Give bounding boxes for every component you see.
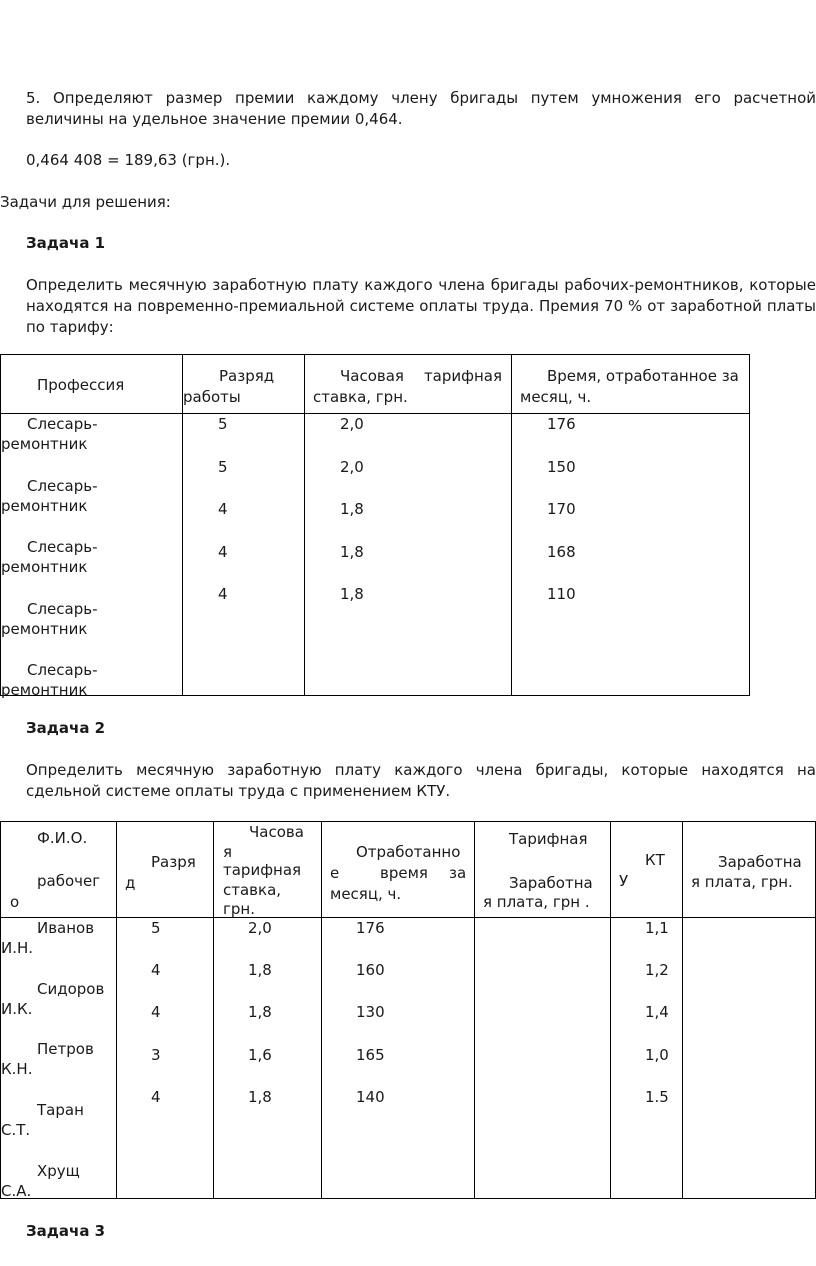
t2-header-rate: Часова я тарифная ставка, грн.	[214, 822, 322, 918]
grade-value: 4	[151, 961, 161, 980]
profession-line2: ремонтник	[1, 435, 88, 453]
step-5-text: 5. Определяют размер премии каждому члену бригады путем умножения его расчетной величины на удельное значение премии 0,464.	[26, 89, 816, 128]
profession-line2: ремонтник	[1, 496, 88, 515]
t2-header-wage: Заработна я плата, грн.	[683, 822, 816, 918]
t2-header-fio: Ф.И.О. рабочег о	[1, 822, 117, 918]
rate-value: 1,8	[248, 1087, 272, 1106]
hours-value: 165	[356, 1045, 385, 1064]
profession-line1: Слесарь-	[27, 415, 98, 433]
rate-value: 1,6	[248, 1045, 272, 1064]
grade-value: 5	[218, 415, 228, 433]
t1-header-time: Время, отработанное за месяц, ч.	[512, 355, 750, 414]
ktu-value: 1.5	[645, 1087, 669, 1106]
grade-value: 5	[218, 457, 228, 476]
worker-name-line1: Иванов	[37, 919, 95, 937]
task2-text: Определить месячную заработную плату каждого члена бригады, которые находятся на сдельной системе оплаты труда с применением КТУ.	[26, 761, 816, 800]
hours-value: 140	[356, 1087, 385, 1106]
ktu-value: 1,4	[645, 1003, 669, 1022]
t1-header-profession: Профессия	[1, 355, 183, 414]
t1-header-rate: Часовая тарифная ставка, грн.	[305, 355, 512, 414]
t2-header-tariff-wage: Тарифная Заработна я плата, грн .	[475, 822, 611, 918]
rate-value: 1,8	[340, 585, 364, 603]
grade-value: 5	[151, 919, 161, 937]
profession-line2: ремонтник	[1, 558, 88, 576]
worker-name-line2: К.Н.	[1, 1060, 33, 1079]
worker-name-line2: И.К.	[1, 999, 33, 1018]
worker-name-line1: Таран	[37, 1101, 84, 1120]
ktu-value: 1,1	[645, 919, 669, 937]
hours-value: 176	[547, 415, 576, 433]
hours-value: 168	[547, 542, 576, 561]
profession-line1: Слесарь-	[27, 476, 98, 495]
task2-title: Задача 2	[26, 719, 106, 737]
hours-value: 110	[547, 585, 576, 603]
t1-header-grade: Разряд работы	[183, 355, 305, 414]
profession-line2: ремонтник	[1, 681, 88, 699]
worker-name-line2: И.Н.	[1, 939, 34, 957]
tasks-heading: Задачи для решения:	[0, 193, 171, 211]
rate-value: 1,8	[340, 500, 364, 518]
profession-line1: Слесарь-	[27, 661, 98, 679]
grade-value: 4	[218, 585, 228, 603]
grade-value: 3	[151, 1045, 161, 1064]
ktu-value: 1,2	[645, 961, 669, 980]
worker-name-line1: Хрущ	[37, 1161, 80, 1180]
worker-name-line2: С.Т.	[1, 1121, 31, 1140]
task1-text: Определить месячную заработную плату каждого члена бригады рабочих-ремонтников, которые находятся на повременно-премиальной системе оплаты труда. Премия 70 % от заработной платы по тарифу:	[26, 276, 816, 336]
formula: 0,464 408 = 189,63 (грн.).	[26, 151, 231, 169]
t2-header-grade: Разря д	[117, 822, 214, 918]
hours-value: 170	[547, 500, 576, 518]
t2-header-ktu: КТ У	[611, 822, 683, 918]
ktu-value: 1,0	[645, 1045, 669, 1064]
profession-line2: ремонтник	[1, 619, 88, 638]
profession-line1: Слесарь-	[27, 599, 98, 618]
rate-value: 2,0	[340, 415, 364, 433]
hours-value: 176	[356, 919, 385, 937]
t2-header-time: Отработанно е время за месяц, ч.	[322, 822, 475, 918]
task3-title: Задача 3	[26, 1222, 106, 1240]
task1-table	[0, 354, 750, 699]
worker-name-line1: Сидоров	[37, 979, 105, 998]
worker-name-line1: Петров	[37, 1040, 94, 1059]
rate-value: 1,8	[248, 961, 272, 980]
hours-value: 150	[547, 457, 576, 476]
rate-value: 1,8	[248, 1003, 272, 1022]
worker-name-line2: С.А.	[1, 1181, 32, 1200]
grade-value: 4	[218, 500, 228, 518]
grade-value: 4	[218, 542, 228, 561]
profession-line1: Слесарь-	[27, 538, 98, 556]
task1-title: Задача 1	[26, 234, 106, 252]
grade-value: 4	[151, 1003, 161, 1022]
grade-value: 4	[151, 1087, 161, 1106]
task2-table	[0, 821, 816, 1199]
rate-value: 1,8	[340, 542, 364, 561]
rate-value: 2,0	[340, 457, 364, 476]
hours-value: 160	[356, 961, 385, 980]
hours-value: 130	[356, 1003, 385, 1022]
rate-value: 2,0	[248, 919, 272, 937]
